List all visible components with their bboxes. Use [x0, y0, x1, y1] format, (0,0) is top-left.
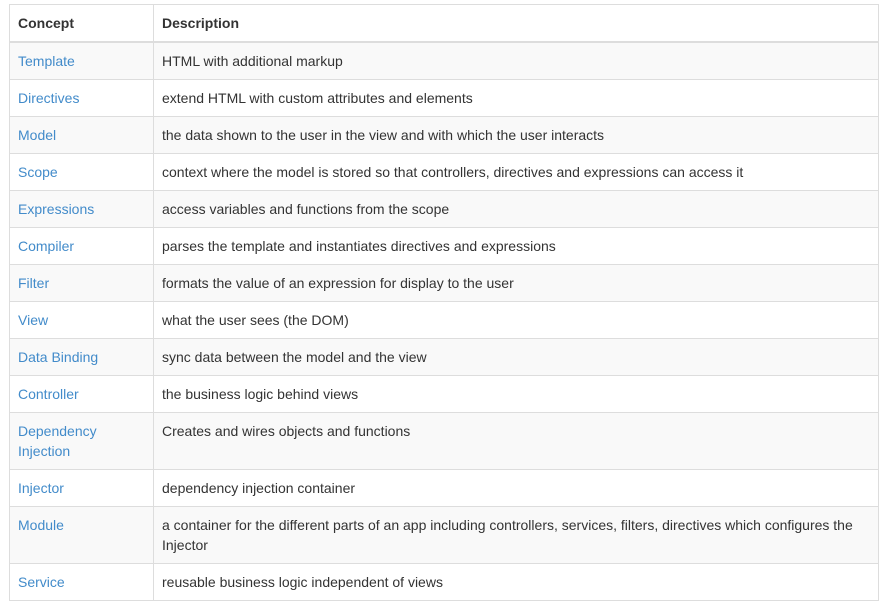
- concept-cell: [10, 564, 154, 601]
- description-cell: sync data between the model and the view: [154, 339, 879, 376]
- concept-cell: [10, 42, 154, 80]
- table-row: [10, 117, 879, 154]
- concept-cell: [10, 117, 154, 154]
- description-cell: Creates and wires objects and functions: [154, 413, 879, 470]
- concept-link-controller[interactable]: Controller: [18, 386, 79, 402]
- table-row: [10, 228, 879, 265]
- table-row: [10, 302, 879, 339]
- description-cell: formats the value of an expression for display to the user: [154, 265, 879, 302]
- concept-link-module[interactable]: Module: [18, 517, 64, 533]
- description-cell: dependency injection container: [154, 470, 879, 507]
- table-header: [10, 5, 879, 43]
- concept-cell: [10, 470, 154, 507]
- concept-cell: [10, 376, 154, 413]
- concept-link-data-binding[interactable]: Data Binding: [18, 349, 99, 365]
- description-cell: context where the model is stored so that controllers, directives and expressions can access it: [154, 154, 879, 191]
- header-row: [10, 5, 879, 43]
- table-row: [10, 154, 879, 191]
- concept-link-filter[interactable]: Filter: [18, 275, 50, 291]
- concept-link-view[interactable]: View: [18, 312, 49, 328]
- table-row: [10, 191, 879, 228]
- table-row: [10, 265, 879, 302]
- table-row: [10, 376, 879, 413]
- description-cell: reusable business logic independent of views: [154, 564, 879, 601]
- concepts-table-container: [9, 4, 878, 601]
- table-row: [10, 339, 879, 376]
- table-row: [10, 470, 879, 507]
- concept-cell: [10, 507, 154, 564]
- concept-link-injector[interactable]: Injector: [18, 480, 64, 496]
- concept-cell: [10, 154, 154, 191]
- concept-link-directives[interactable]: Directives: [18, 90, 80, 106]
- table-row: [10, 42, 879, 80]
- table-row: [10, 507, 879, 564]
- concept-cell: [10, 191, 154, 228]
- description-cell: access variables and functions from the scope: [154, 191, 879, 228]
- header-concept: Concept: [10, 5, 154, 43]
- description-cell: parses the template and instantiates directives and expressions: [154, 228, 879, 265]
- header-description: Description: [154, 5, 879, 43]
- concept-link-model[interactable]: Model: [18, 127, 57, 143]
- concept-cell: [10, 302, 154, 339]
- description-cell: what the user sees (the DOM): [154, 302, 879, 339]
- concept-link-expressions[interactable]: Expressions: [18, 201, 95, 217]
- concept-cell: [10, 413, 154, 470]
- concept-link-dependency-injection[interactable]: Dependency Injection: [18, 423, 97, 459]
- concept-cell: [10, 228, 154, 265]
- description-cell: a container for the different parts of an app including controllers, services, filters, directives which configures the Injector: [154, 507, 879, 564]
- concept-link-service[interactable]: Service: [18, 574, 65, 590]
- concept-cell: [10, 339, 154, 376]
- table-row: [10, 80, 879, 117]
- table-body: [10, 42, 879, 601]
- description-cell: the business logic behind views: [154, 376, 879, 413]
- concept-cell: [10, 265, 154, 302]
- description-cell: extend HTML with custom attributes and elements: [154, 80, 879, 117]
- table-row: [10, 564, 879, 601]
- table-row: [10, 413, 879, 470]
- concept-link-scope[interactable]: Scope: [18, 164, 58, 180]
- concept-link-template[interactable]: Template: [18, 53, 75, 69]
- concept-link-compiler[interactable]: Compiler: [18, 238, 75, 254]
- concepts-table: [9, 4, 879, 601]
- description-cell: the data shown to the user in the view and with which the user interacts: [154, 117, 879, 154]
- concept-cell: [10, 80, 154, 117]
- description-cell: HTML with additional markup: [154, 42, 879, 80]
